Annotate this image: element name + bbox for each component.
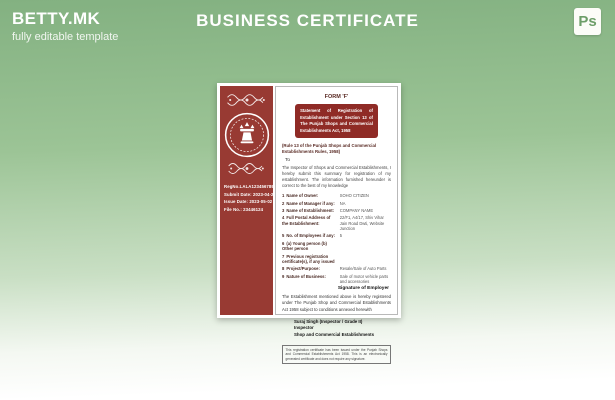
row-label: (a) Young person (b) Other person — [282, 240, 327, 252]
certificate-sidebar — [220, 86, 282, 315]
statement-box: Statement of Registration of Establishment under Section 13 of The Punjab Shops and Commercial Establishments Act, 1958 — [295, 104, 378, 138]
row-number: 9 — [282, 273, 285, 279]
row-label: Full Postal Address of the Establishment: — [282, 215, 331, 226]
row-label: Name of Establishment: — [286, 207, 335, 213]
signature-of-employer-label: Signature of Employer — [337, 286, 389, 292]
submit-date: Submit Date: 2023-04-25 — [224, 191, 276, 197]
row-value: 5 — [339, 233, 343, 239]
rule-reference: (Rule 13 of the Punjab Shops and Commercial Establishments Rules, 1958) — [282, 143, 377, 155]
officer-name: Suraj Singh (Inspector / Grade II) — [294, 318, 363, 324]
row-value — [340, 241, 391, 252]
form-row — [282, 241, 391, 252]
form-row — [282, 254, 391, 265]
row-number: 7 — [282, 253, 285, 259]
row-label: Project/Purpose: — [286, 266, 320, 272]
row-number: 1 — [282, 193, 285, 199]
row-number: 5 — [282, 233, 285, 239]
form-row — [282, 274, 391, 285]
form-row — [282, 215, 391, 232]
form-title: FORM 'F' — [324, 94, 349, 100]
row-number: 3 — [282, 207, 285, 213]
form-row — [282, 193, 391, 199]
row-value: 22/F1, A4/17, Shiv Vihar Jain Road Dwti, Website Junction — [339, 215, 385, 232]
row-value: COMPANY NAME — [339, 207, 374, 213]
row-label: Name of Owner: — [286, 193, 319, 199]
form-row — [282, 208, 391, 214]
file-number: File No.: 23446124 — [224, 207, 264, 213]
officer-signature-block — [294, 319, 391, 339]
officer-department: Shop and Commercial Establishments — [294, 332, 375, 338]
form-row — [282, 266, 391, 272]
flourish-ornament-icon — [224, 91, 270, 109]
brand-logo: BETTY.MK — [12, 9, 101, 28]
brand-tagline: fully editable template — [12, 31, 119, 43]
certificate-page — [217, 83, 401, 361]
form-row — [282, 233, 391, 239]
row-number: 6 — [282, 240, 285, 246]
registration-note: The Establishment mentioned above is hereby registered under The Punjab Shop and Commercial Establishments Act 1958 subject to conditions annexed herewith — [282, 294, 391, 312]
flourish-ornament-icon — [224, 161, 270, 176]
form-fields — [282, 193, 391, 286]
form-row — [282, 201, 391, 207]
row-label: No. of Employees if any: — [286, 233, 335, 239]
declaration-paragraph: The Inspector of Shops and Commercial Establishments, I hereby submit this summary for registration of my establishment. The information furnished hereunder is correct to the best of my knowledge — [282, 165, 391, 189]
page-title: BUSINESS CERTIFICATE — [196, 11, 419, 30]
row-value: Resale/Sale of Auto Parts — [339, 266, 387, 272]
national-emblem-icon — [224, 112, 270, 158]
row-number: 8 — [282, 266, 285, 272]
photoshop-badge-label: Ps — [578, 13, 597, 30]
to-label: To — [285, 158, 291, 164]
officer-designation: Inspector — [294, 325, 314, 331]
issue-date: Issue Date: 2023-05-02 — [224, 199, 273, 205]
registration-number: RegNo.LALA123456789456 — [224, 184, 282, 189]
row-label: Nature of Business: — [286, 273, 326, 279]
certificate-footer-disclaimer: This registration certificate has been issued under the Punjab Shops and Commercial Establishments Act 1958. This is an electronically generated certificate and does not require any signature. — [282, 345, 391, 364]
row-number: 4 — [282, 215, 285, 221]
row-value: SOHO CITIZEN — [339, 193, 369, 199]
row-label: Previous registration certificate(s), if any issued — [282, 253, 335, 265]
certificate-body — [275, 86, 398, 361]
photoshop-badge — [574, 8, 601, 35]
row-value — [340, 254, 391, 265]
registration-meta — [220, 183, 282, 214]
row-label: Name of Manager if any: — [286, 200, 335, 206]
row-value: Sale of motor vehicle parts and accessories — [339, 273, 389, 285]
row-value: NA — [339, 200, 346, 206]
row-number: 2 — [282, 200, 285, 206]
